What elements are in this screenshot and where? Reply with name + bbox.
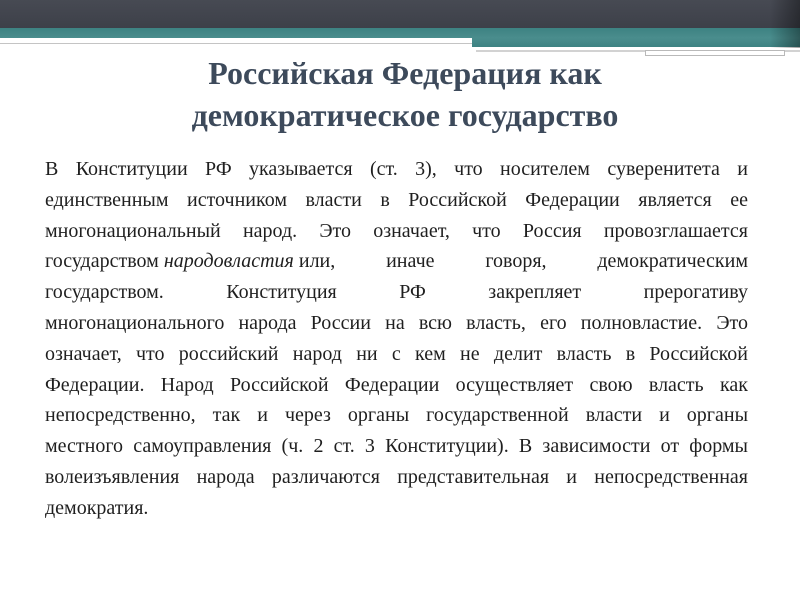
slide-title-line: демократическое государство [191,97,619,133]
body-line [45,246,748,277]
body-line: волеизъявления народа различаются представительная и непосредственная [45,465,748,488]
body-text-segment: государством [45,250,164,273]
body-line: демократия. [45,496,149,519]
body-text-segment: или, [293,250,336,273]
header-edge-shadow [770,0,800,48]
header-white-bar [0,38,472,44]
body-line: многонациональный народ. Это означает, что Россия провозглашается [45,219,748,242]
body-line: означает, что российский народ ни с кем не делит власть в Российской [45,342,748,365]
slide-title-line: Российская Федерация как [208,55,602,91]
emphasized-term: народовластия [163,250,294,273]
header-dark-band [0,0,800,28]
body-line: Федерации. Народ Российской Федерации осуществляет свою власть как [45,373,748,396]
body-phrase-group [45,246,335,277]
header-accent-stripe-right [472,38,800,47]
header-accent-stripe [0,28,800,38]
body-line: В Конституции РФ указывается (ст. 3), что носителем суверенитета и [45,158,748,180]
body-line: многонационального народа России на всю власть, его полновластие. Это [45,311,748,334]
body-line: непосредственно, так и через органы государственной власти и органы [45,404,748,427]
slide-title [10,52,800,136]
body-line: государством. Конституция РФ закрепляет прерогативу [45,281,748,304]
body-paragraph [45,154,748,524]
body-line: местного самоуправления (ч. 2 ст. 3 Конституции). В зависимости от формы [45,435,748,458]
body-text-segment: иначе говоря, демократическим [335,250,748,273]
body-line: единственным источником власти в Российской Федерации является ее [45,188,748,211]
